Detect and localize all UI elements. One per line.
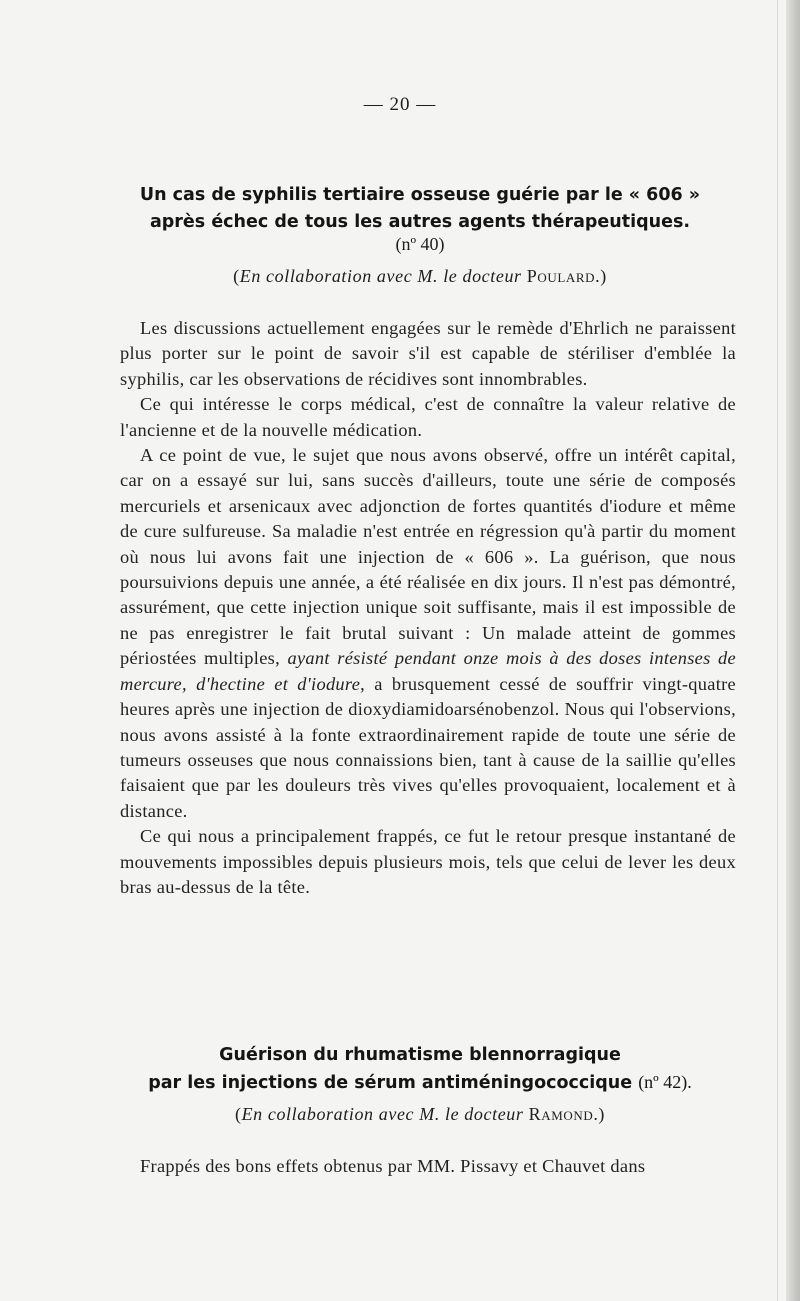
article2-body [120,1154,736,1179]
article2-paragraph-1: Frappés des bons effets obtenus par MM. Pissavy et Chauvet dans [140,1156,646,1176]
article1-paragraph-1: Les discussions actuellement engagées sur le remède d'Ehrlich ne paraissent plus porter sur le point de savoir s'il est capable de stériliser d'emblée la syphilis, car les observations de récidives sont innombrables. [120,318,736,389]
article2-collab-name: Ramond [528,1104,594,1124]
article1-body [120,316,736,900]
article1-paragraph-3-emphasis: ayant résisté pendant onze mois à des doses intenses de mercure, d'hectine et d'iodure [120,648,736,694]
article1-title-line2: après échec de tous les autres agents thérapeutiques. [149,212,691,232]
article2-number: (nº 42). [638,1072,692,1092]
article1-paragraph-2: Ce qui intéresse le corps médical, c'est de connaître la valeur relative de l'ancienne et de la nouvelle médication. [120,394,736,440]
page-number: — 20 — [363,94,437,115]
article1-collab-text: En collaboration avec M. le docteur [239,266,522,286]
page-edge-shadow [786,0,800,1301]
article1-collaboration [100,266,740,287]
page-fold-line [777,0,778,1301]
article2-title [100,1042,740,1097]
article2-title-line2 [100,1069,740,1097]
article1-paragraph-3 [120,443,736,824]
article2-collab-suffix: .) [593,1104,606,1124]
article1-paragraph-3-start: A ce point de vue, le sujet que nous avons observé, offre un intérêt capital, car on a essayé sur lui, sans succès d'ailleurs, toute une série de composés mercuriels et arsenicaux avec adjonction de fortes quantités d'iodure et même de cure sulfureuse. Sa maladie n'est entrée en régression qu'à partir du moment où nous lui avons fait une injection de « 606 ». La guérison, que nous poursuivions depuis une année, a été réalisée en dix jours. Il n'est pas démontré, assurément, que cette injection unique soit suffisante, mais il est impossible de ne pas enregistrer le fait brutal suivant : Un malade atteint de gommes périostées multiples, [120,445,736,669]
article1-title-line1: Un cas de syphilis tertiaire osseuse guérie par le « 606 » [139,185,701,205]
article1-collab-name: Poulard [526,266,596,286]
article2-collaboration [100,1104,740,1125]
article2-collab-text: En collaboration avec M. le docteur [241,1104,524,1124]
article2-title-line2-text: par les injections de sérum antiméningococcique [148,1073,633,1093]
article1-number: (nº 40) [395,234,445,254]
article1-paragraph-3-end: , a brusquement cessé de souffrir vingt-quatre heures après une injection de dioxydiamidoarsénobenzol. Nous qui l'observions, nous avons assisté à la fonte extraordinairement rapide de toute une série de tumeurs osseuses que nous connaissions bien, tant à cause de la saillie qu'elles faisaient que par les douleurs très vives qu'elles provoquaient, localement et à distance. [120,673,736,821]
article1-collab-prefix: ( [233,266,240,286]
article2-title-line1: Guérison du rhumatisme blennorragique [219,1045,621,1065]
article1-paragraph-4: Ce qui nous a principalement frappés, ce fut le retour presque instantané de mouvements impossibles depuis plusieurs mois, tels que celui de lever les deux bras au-dessus de la tête. [120,826,736,897]
article2-collab-prefix: ( [234,1104,242,1124]
article1-collab-suffix: .) [595,266,607,286]
article1-title [100,182,740,236]
